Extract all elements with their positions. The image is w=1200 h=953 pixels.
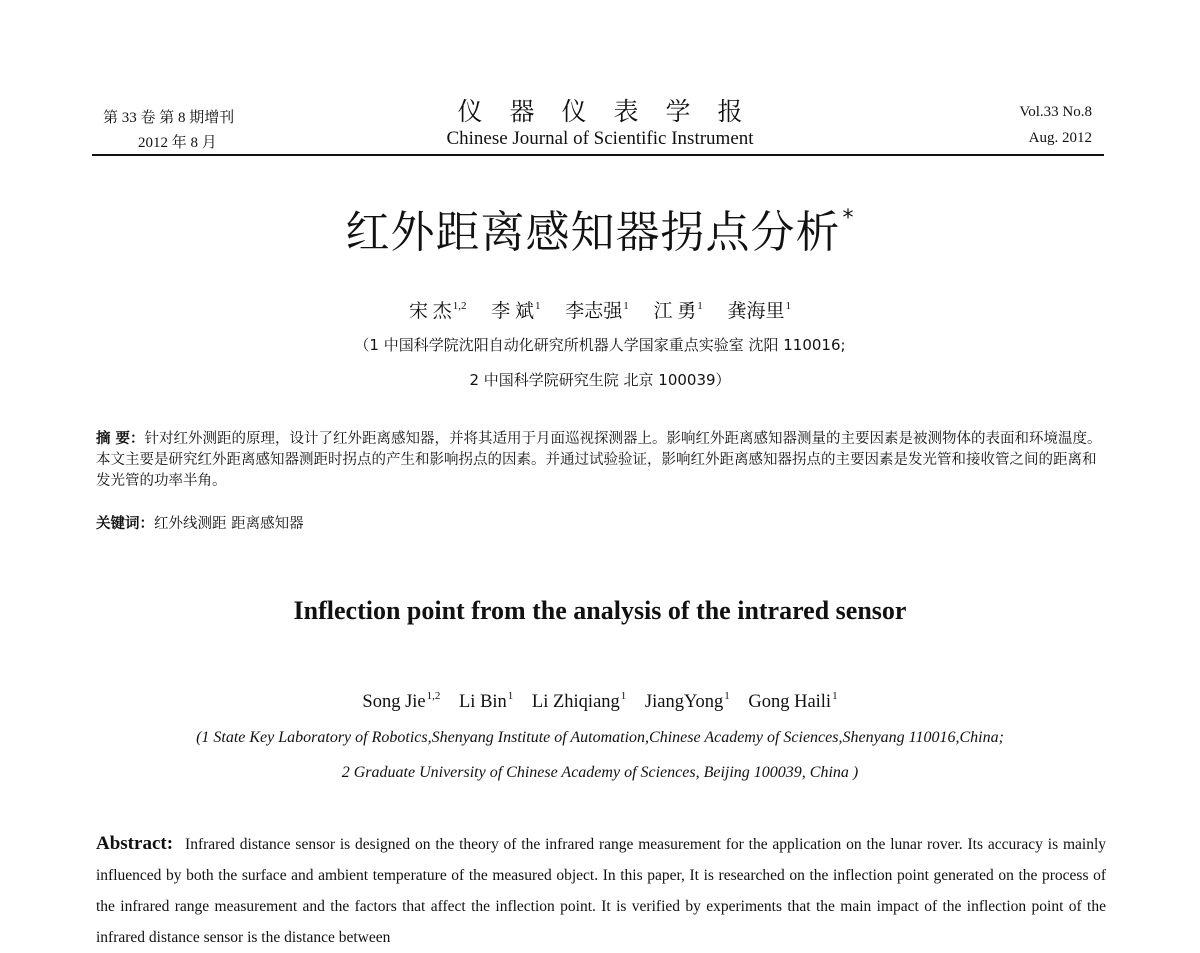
abstract-cn-label: 摘 要： xyxy=(96,431,145,447)
abstract-cn xyxy=(96,429,1106,492)
abstract-cn-text: 针对红外测距的原理，设计了红外距离感知器，并将其适用于月面巡视探测器上。影响红外距离感知器测量的主要因素是被测物体的表面和环境温度。本文主要是研究红外距离感知器测距时拐点的产生和影响拐点的因素。并通过试验验证，影响红外距离感知器拐点的主要因素是发光管和接收管之间的距离和发光管的功率半角。 xyxy=(96,431,1102,489)
keywords-cn-text: 红外线测距 距离感知器 xyxy=(154,516,304,532)
publication-date-cn: 2012 年 8 月 xyxy=(138,135,217,151)
author-name: 龚海里 xyxy=(727,301,785,322)
abstract-en-label: Abstract: xyxy=(96,833,174,854)
abstract-en xyxy=(96,828,1106,953)
author-cn xyxy=(409,301,467,322)
author-name: Gong Haili xyxy=(748,692,832,712)
header-rule xyxy=(92,154,1104,156)
author-cn xyxy=(728,301,792,322)
affiliation-cn-1: （1 中国科学院沈阳自动化研究所机器人学国家重点实验室 沈阳 110016; xyxy=(354,336,846,354)
affiliation-en-2: 2 Graduate University of Chinese Academy of Sciences, Beijing 100039, China ) xyxy=(341,764,859,781)
abstract-en-text: Infrared distance sensor is designed on the theory of the infrared range measurement for the application on the lunar rover. Its accuracy is mainly influenced by both the surface and ambient temperature of the measured object. In this paper, It is researched on the inflection point generated on the process of the infrared range measurement and the factors that affect the inflection point. It is verified by experiments that the main impact of the inflection point of the infrared distance sensor is the distance between xyxy=(96,836,1106,946)
volume-issue: 第 33 卷 第 8 期增刊 xyxy=(103,110,235,126)
author-affiliation-mark: 1 xyxy=(620,690,627,702)
author-list-cn xyxy=(0,296,1200,323)
journal-title-en: Chinese Journal of Scientific Instrument xyxy=(446,128,754,149)
author-en xyxy=(362,692,440,712)
author-name: Li Zhiqiang xyxy=(531,692,620,712)
affiliation-cn-2: 2 中国科学院研究生院 北京 100039） xyxy=(469,371,731,389)
author-affiliation-mark: 1,2 xyxy=(426,690,441,702)
author-name: Li Bin xyxy=(459,692,507,712)
author-affiliation-mark: 1 xyxy=(785,300,792,312)
author-affiliation-mark: 1 xyxy=(623,300,629,312)
author-name: 江 勇 xyxy=(653,301,697,322)
author-en xyxy=(532,692,626,712)
author-affiliation-mark: 1 xyxy=(697,300,703,312)
paper-title-en: Inflection point from the analysis of the intrared sensor xyxy=(293,596,907,625)
author-en xyxy=(645,692,730,712)
keywords-cn xyxy=(96,514,1106,535)
journal-title-cn: 仪器仪表学报 xyxy=(457,99,770,126)
author-cn xyxy=(565,301,629,322)
keywords-cn-label: 关键词： xyxy=(96,516,154,532)
publication-date-en: Aug. 2012 xyxy=(1028,130,1092,146)
paper-title-cn-text: 红外距离感知器拐点分析 xyxy=(345,207,841,258)
author-en xyxy=(459,692,513,712)
author-list-en xyxy=(0,690,1200,713)
author-name: 李 斌 xyxy=(491,301,534,322)
author-en xyxy=(748,692,837,712)
paper-title-cn xyxy=(0,196,1200,260)
author-name: 宋 杰 xyxy=(408,301,452,322)
author-affiliation-mark: 1,2 xyxy=(452,300,467,312)
author-name: JiangYong xyxy=(644,692,724,712)
author-affiliation-mark: 1 xyxy=(724,690,730,702)
author-cn xyxy=(491,301,540,322)
author-affiliation-mark: 1 xyxy=(534,300,541,312)
author-name: 李志强 xyxy=(565,301,623,322)
author-name: Song Jie xyxy=(362,692,426,712)
title-footnote-mark: * xyxy=(842,206,855,231)
volume-number-en: Vol.33 No.8 xyxy=(1019,104,1092,120)
author-affiliation-mark: 1 xyxy=(507,690,514,702)
author-affiliation-mark: 1 xyxy=(832,690,838,702)
author-cn xyxy=(654,301,703,322)
affiliation-en-1: (1 State Key Laboratory of Robotics,Shenyang Institute of Automation,Chinese Academy of Sciences,Shenyang 110016,China; xyxy=(196,729,1004,746)
